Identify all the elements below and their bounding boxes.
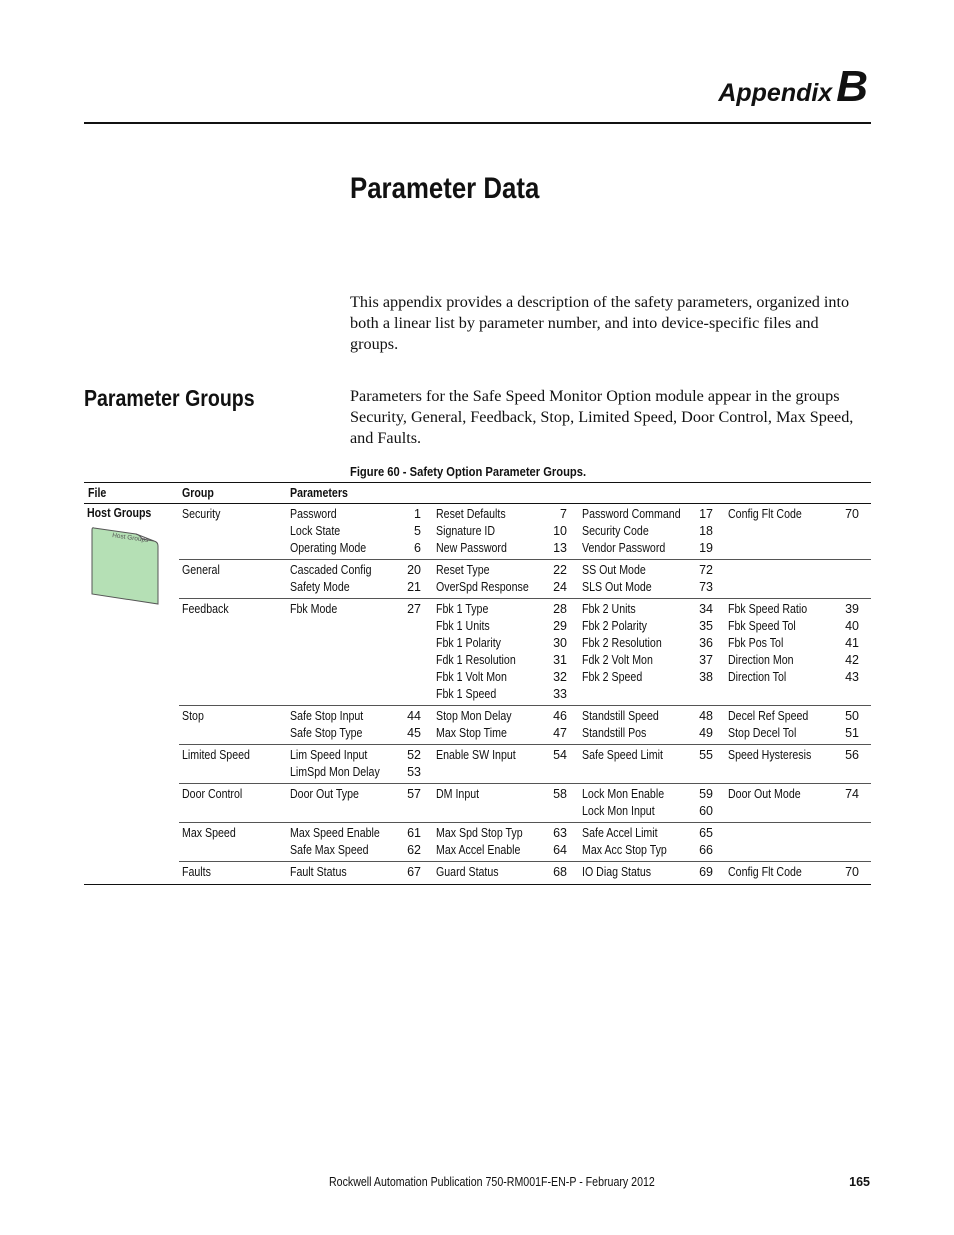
parameter-name: Guard Status (436, 865, 499, 879)
parameter-number: 32 (553, 670, 567, 684)
group-name: Stop (182, 709, 204, 723)
parameter-name: Fbk 1 Units (436, 619, 490, 633)
appendix-word: Appendix (718, 79, 833, 107)
parameter-name: Lim Speed Input (290, 748, 368, 762)
parameter-name: Fbk Speed Tol (728, 619, 796, 633)
parameter-name: Safe Accel Limit (582, 826, 658, 840)
group-name: Faults (182, 865, 211, 879)
table-bottom-rule (84, 884, 871, 885)
parameter-name: Door Out Mode (728, 787, 801, 801)
parameter-name: Stop Decel Tol (728, 726, 797, 740)
parameter-name: LimSpd Mon Delay (290, 765, 380, 779)
parameter-number: 74 (845, 787, 859, 801)
parameter-number: 20 (407, 563, 421, 577)
parameter-number: 40 (845, 619, 859, 633)
group-name: General (182, 563, 220, 577)
parameter-number: 69 (699, 865, 713, 879)
parameter-number: 24 (553, 580, 567, 594)
section-body: Parameters for the Safe Speed Monitor Option module appear in the groups Security, General, Feedback, Stop, Limited Speed, Door Control, Max Speed, and Faults. (350, 387, 854, 447)
parameter-name: Password Command (582, 507, 681, 521)
parameter-name: Safe Stop Input (290, 709, 364, 723)
parameter-name: DM Input (436, 787, 480, 801)
parameter-name: Fdk 2 Volt Mon (582, 653, 653, 667)
parameter-name: IO Diag Status (582, 865, 652, 879)
parameter-number: 48 (699, 709, 713, 723)
parameter-number: 10 (553, 524, 567, 538)
parameter-name: Standstill Pos (582, 726, 647, 740)
parameter-number: 54 (553, 748, 567, 762)
parameter-name: Fbk Mode (290, 602, 338, 616)
parameter-number: 70 (845, 507, 859, 521)
parameter-name: Max Stop Time (436, 726, 507, 740)
parameter-number: 21 (407, 580, 421, 594)
parameter-name: Config Flt Code (728, 507, 802, 521)
parameter-name: Fbk 1 Speed (436, 687, 497, 701)
parameter-number: 55 (699, 748, 713, 762)
parameter-name: New Password (436, 541, 507, 555)
parameter-name: Max Accel Enable (436, 843, 521, 857)
parameter-number: 42 (845, 653, 859, 667)
parameter-number: 5 (414, 524, 421, 538)
group-name: Limited Speed (182, 748, 250, 762)
parameter-name: Door Out Type (290, 787, 359, 801)
parameter-number: 19 (699, 541, 713, 555)
parameter-number: 59 (699, 787, 713, 801)
parameter-number: 46 (553, 709, 567, 723)
parameter-name: Lock Mon Input (582, 804, 655, 818)
parameter-name: Operating Mode (290, 541, 367, 555)
section-heading: Parameter Groups (84, 385, 255, 411)
parameter-number: 31 (553, 653, 567, 667)
parameter-name: Enable SW Input (436, 748, 516, 762)
parameter-name: Fbk 1 Volt Mon (436, 670, 507, 684)
parameter-number: 28 (553, 602, 567, 616)
parameter-name: Password (290, 507, 337, 521)
parameter-number: 67 (407, 865, 421, 879)
parameter-number: 38 (699, 670, 713, 684)
parameter-number: 49 (699, 726, 713, 740)
parameter-name: Fbk 2 Resolution (582, 636, 662, 650)
parameter-name: Speed Hysteresis (728, 748, 812, 762)
parameter-number: 6 (414, 541, 421, 555)
parameter-name: Lock Mon Enable (582, 787, 665, 801)
parameter-name: Safe Speed Limit (582, 748, 663, 762)
parameter-name: Reset Defaults (436, 507, 506, 521)
group-name: Security (182, 507, 221, 521)
parameter-name: Direction Tol (728, 670, 787, 684)
parameter-number: 43 (845, 670, 859, 684)
parameter-name: SS Out Mode (582, 563, 646, 577)
parameter-name: Fbk Speed Ratio (728, 602, 808, 616)
parameter-number: 13 (553, 541, 567, 555)
group-name: Door Control (182, 787, 243, 801)
parameter-number: 7 (560, 507, 567, 521)
parameter-number: 66 (699, 843, 713, 857)
parameter-number: 45 (407, 726, 421, 740)
parameter-number: 72 (699, 563, 713, 577)
header-rule (84, 122, 871, 124)
parameter-name: Vendor Password (582, 541, 666, 555)
parameter-name: Fbk 2 Polarity (582, 619, 647, 633)
parameter-name: Signature ID (436, 524, 496, 538)
parameter-name: Config Flt Code (728, 865, 802, 879)
parameter-number: 61 (407, 826, 421, 840)
table-top-rule (84, 482, 871, 483)
folder-icon (88, 526, 164, 606)
parameter-number: 35 (699, 619, 713, 633)
parameter-number: 34 (699, 602, 713, 616)
group-separator (179, 598, 871, 599)
parameter-name: Max Acc Stop Typ (582, 843, 667, 857)
parameter-name: Fbk Pos Tol (728, 636, 784, 650)
parameter-name: Max Spd Stop Typ (436, 826, 523, 840)
parameter-number: 51 (845, 726, 859, 740)
parameter-name: Fbk 2 Units (582, 602, 636, 616)
parameter-name: Fbk 1 Type (436, 602, 489, 616)
parameter-name: SLS Out Mode (582, 580, 652, 594)
parameter-name: OverSpd Response (436, 580, 529, 594)
parameter-number: 1 (414, 507, 421, 521)
appendix-letter: B (836, 62, 868, 111)
parameter-number: 30 (553, 636, 567, 650)
parameter-number: 52 (407, 748, 421, 762)
folder-label: Host Groups (111, 532, 149, 545)
parameter-name: Fbk 1 Polarity (436, 636, 501, 650)
parameter-number: 73 (699, 580, 713, 594)
parameter-name: Decel Ref Speed (728, 709, 809, 723)
parameter-number: 56 (845, 748, 859, 762)
parameter-number: 65 (699, 826, 713, 840)
parameter-name: Safety Mode (290, 580, 350, 594)
parameter-name: Reset Type (436, 563, 490, 577)
group-separator (179, 822, 871, 823)
appendix-heading (718, 62, 868, 112)
parameter-name: Fault Status (290, 865, 347, 879)
figure-caption: Figure 60 - Safety Option Parameter Groups. (350, 464, 587, 479)
header-parameters: Parameters (290, 486, 348, 500)
parameter-number: 41 (845, 636, 859, 650)
header-group: Group (182, 486, 214, 500)
parameter-name: Max Speed Enable (290, 826, 380, 840)
parameter-name: Standstill Speed (582, 709, 659, 723)
parameter-number: 39 (845, 602, 859, 616)
group-separator (179, 861, 871, 862)
parameter-name: Safe Max Speed (290, 843, 369, 857)
parameter-name: Stop Mon Delay (436, 709, 512, 723)
parameter-name: Direction Mon (728, 653, 794, 667)
parameter-number: 58 (553, 787, 567, 801)
parameter-number: 57 (407, 787, 421, 801)
parameter-number: 44 (407, 709, 421, 723)
parameter-name: Fdk 1 Resolution (436, 653, 516, 667)
page-title: Parameter Data (350, 172, 540, 205)
parameter-number: 47 (553, 726, 567, 740)
file-name: Host Groups (87, 506, 152, 520)
group-name: Max Speed (182, 826, 236, 840)
parameter-number: 33 (553, 687, 567, 701)
group-separator (179, 705, 871, 706)
parameter-number: 50 (845, 709, 859, 723)
group-name: Feedback (182, 602, 229, 616)
parameter-name: Fbk 2 Speed (582, 670, 643, 684)
parameter-number: 29 (553, 619, 567, 633)
parameter-number: 53 (407, 765, 421, 779)
group-separator (179, 783, 871, 784)
table-header-rule (84, 503, 871, 504)
page-number: 165 (849, 1175, 870, 1189)
footer-publication: Rockwell Automation Publication 750-RM001F-EN-P - February 2012 (329, 1175, 655, 1189)
parameter-number: 27 (407, 602, 421, 616)
group-separator (179, 744, 871, 745)
intro-paragraph: This appendix provides a description of the safety parameters, organized into both a linear list by parameter number, and into device-specific files and groups. (350, 293, 850, 353)
parameter-number: 62 (407, 843, 421, 857)
parameter-number: 36 (699, 636, 713, 650)
parameter-number: 70 (845, 865, 859, 879)
parameter-number: 63 (553, 826, 567, 840)
parameter-number: 17 (699, 507, 713, 521)
parameter-number: 18 (699, 524, 713, 538)
header-file: File (88, 486, 107, 500)
parameter-number: 68 (553, 865, 567, 879)
parameter-number: 37 (699, 653, 713, 667)
parameter-name: Safe Stop Type (290, 726, 363, 740)
parameter-number: 64 (553, 843, 567, 857)
parameter-name: Lock State (290, 524, 341, 538)
group-separator (179, 559, 871, 560)
parameter-name: Security Code (582, 524, 649, 538)
parameter-number: 60 (699, 804, 713, 818)
parameter-name: Cascaded Config (290, 563, 372, 577)
parameter-number: 22 (553, 563, 567, 577)
